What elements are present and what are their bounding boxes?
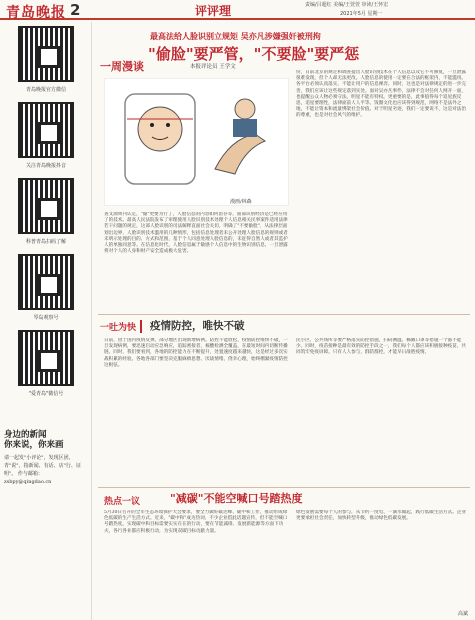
qr-code-icon[interactable]: [18, 26, 74, 82]
qr-label: 关注青岛晚报抖音: [25, 163, 66, 169]
author-name: 高斌: [458, 611, 469, 617]
qr-code-icon[interactable]: [18, 102, 74, 158]
article-subtitle: 最高法给人脸识别立规矩 吴亦凡涉嫌强奸被刑拘: [150, 32, 321, 41]
page-number: 2: [70, 1, 81, 19]
editors-line: 责编/吕超红 美编/王萱萱 审读/王怀宏: [305, 2, 389, 8]
section-title: 评评理: [195, 4, 232, 18]
qr-code-icon[interactable]: [18, 330, 74, 386]
qr-code-icon[interactable]: [18, 254, 74, 310]
column-tag: 一周漫谈: [100, 60, 144, 73]
qr-label: 琴岛观察号: [33, 315, 59, 321]
qr-label: 科普青岛扫码了解: [25, 239, 66, 245]
divider: [98, 314, 470, 315]
byline: 本报评论员 王学文: [190, 64, 236, 70]
article-headline: "偷脸"要严管，"不要脸"要严惩: [148, 45, 360, 63]
article-body: 民小区、公共场所等要严格落实防控措施，扫码测温、佩戴口罩等措施一个都不能少。同时，疫苗接种是最有效的防控手段之一，我们每个人都应该积极接种疫苗，共同筑牢免疫屏障。只有人人参与，群防群控，才能早日战胜疫情。: [296, 338, 466, 356]
article-headline: 疫情防控，唯快不破: [150, 320, 245, 332]
divider: [98, 487, 470, 488]
article-body: 日前，由于国内疫情反弹，部分地区出现新增病例。防控不能放松，疫情防控唯快不破，一旦发现病例，要迅速启动应急响应，追踪密接者，核酸检测全覆盖，在最短时间内切断传播链。同时，我们要看到，各地的防控能力在不断提升，处置速度越来越快，这是经过多次实战积累的经验。各地各部门要坚决克服麻痹思想、厌战情绪、侥幸心理，始终绷紧疫情防控这根弦。: [104, 338, 288, 368]
qr-label: 青岛晚报官方微信: [25, 87, 66, 93]
reader-column-body: 请一起发"小评论"，发现区团，青"说"，指新闻、有话、店"行、证明"。 作与邮箱：zsbpy@qingdao.cn: [4, 455, 81, 485]
newspaper-logo: 青岛晚报: [6, 5, 66, 21]
left-column: [0, 22, 92, 620]
reader-column-title: 身边的新闻 你来说，你来画: [4, 430, 64, 450]
article-body: 查文颉周刊认定，"偷"更要为行了，人脸信息的内容如何留存等，面部识别经济是已经应用了的技术。最高人民法院发布了审理使用人脸识别技术处理个人信息相关民事案件适用法律若干问题的规定，这部人脸识别的司法解释直面社会关切，明确了"不要偷脸"，从法律层面划出边界，人脸识别技术滥用的几种情形，包括信息处理者未公开处理人脸信息的规则或者未明示处理的目的、方式和范围，基于个人同意处理人脸信息的，未征得自然人或者其监护人的单独同意等。在信息化时代，人脸信息属于敏感个人信息中的生物识别信息，一旦泄露将对个人的人身和财产安全造成极大危害。: [104, 212, 288, 255]
qr-code-icon[interactable]: [18, 178, 74, 234]
cartoon-illustration: [105, 79, 290, 207]
article-body: 份，日前北京的规定和调查提出人脸识别技术在个人信息以及它不可修复，一旦泄露很难发现，但个人却无法更改。人脸信息的使用一定要在合法的框架内，不能滥用。各平台必须认真落实，不能让用户的信息裸奔。同时，这也是对法律规定的进一步完善，我们应该让这些规定落到实处。面对吴亦凡事件，法律不会对任何人网开一面，也提醒公众人物必须守法，明星不能有特权。更重要的是，此事值得每个追星族反思，追星要理性，法律面前人人平等。饭圈文化也应该得到规范，网络不是法外之地，不能让资本和流量绑架社会价值。对于明星劣迹，我们一定要说不，这是对法治的尊重，也是对社会风气的维护。: [296, 70, 466, 119]
article-headline: "减碳"不能空喊口号踏热度: [170, 492, 303, 505]
article-body: 5月30日召开的全市生态环境保护大会要求，要全力做好碳达峰、碳中和工作，推动形成绿色低碳的生产生活方式。近来，"碳中和"成为热词，不少企业借此话题宣传，但不能空喊口号踏热度。实现碳中和目标需要实实在在的行动，要在节能减排、发展新能源等方面下功夫，各行各业都应积极行动，为实现双碳目标贡献力量。: [104, 510, 288, 534]
masthead: [0, 0, 475, 20]
issue-date: 2021年5月 星期一: [340, 11, 383, 17]
cartoon-credit: 漫画/林森: [230, 199, 252, 205]
article-body: 绿色发展需要每个人的参与，从节约一度电、一滴水做起，践行低碳生活方式。企业更要承担社会责任，加快转型升级，推动绿色低碳发展。: [296, 510, 466, 522]
editorial-cartoon: [104, 78, 289, 206]
qr-label: "爱青岛"微信号: [28, 391, 64, 397]
column-tag: 一吐为快: [100, 320, 142, 333]
column-tag: 热点一议: [104, 497, 141, 507]
